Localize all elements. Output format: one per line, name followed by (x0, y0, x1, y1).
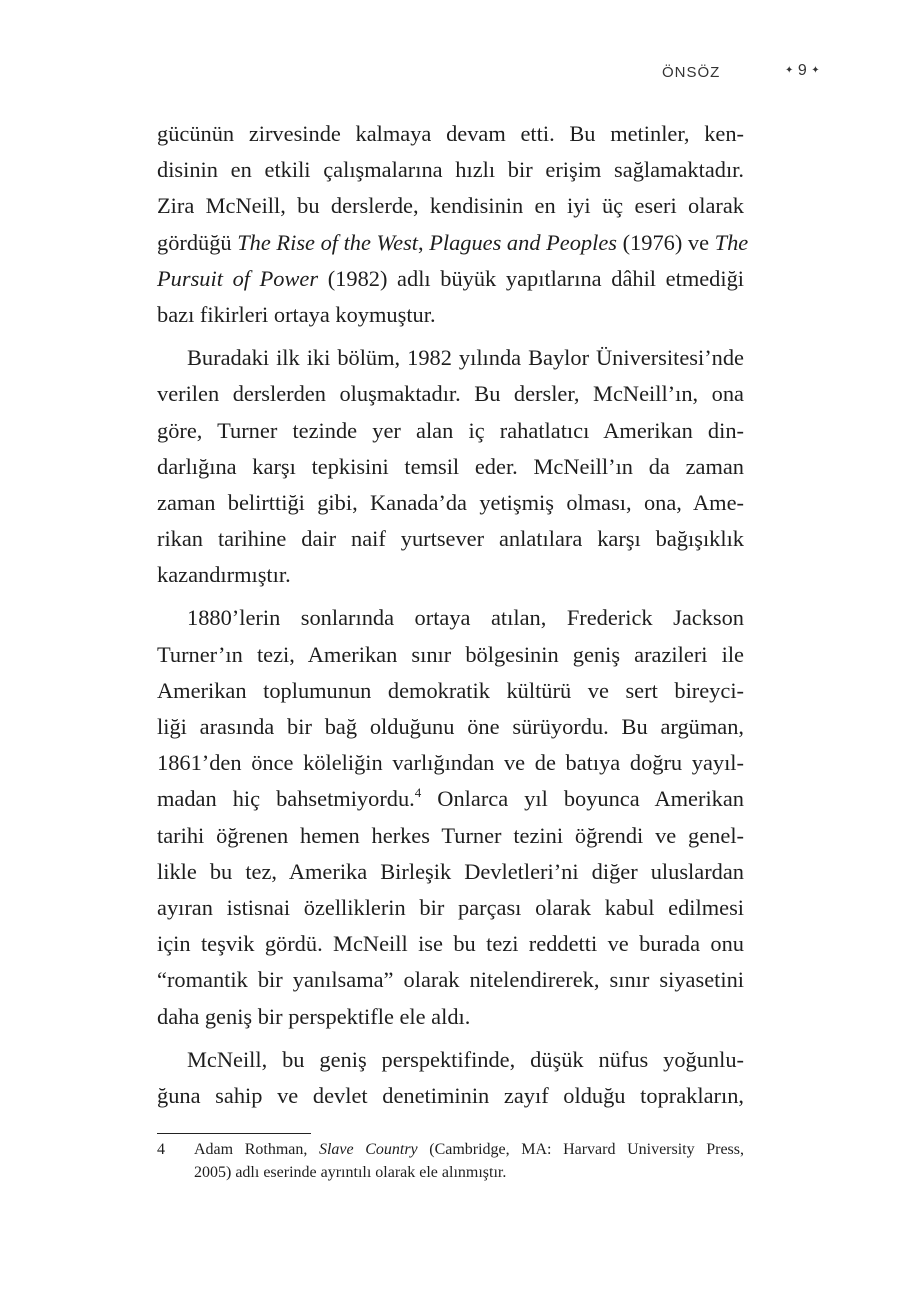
text-line: göre, Turner tezinde yer alan iç rahatlatıcı Amerikan din- (157, 417, 744, 443)
book-title: The Rise of the West (237, 229, 418, 255)
footnote-divider (157, 1133, 311, 1134)
section-title: ÖNSÖZ (662, 64, 721, 81)
text-line: bazı fikirleri ortaya koymuştur. (157, 301, 436, 327)
ornament-left-icon: ✦ (785, 65, 794, 76)
text-line: için teşvik gördü. McNeill ise bu tezi reddetti ve burada onu (157, 931, 744, 957)
text-line: 1880’lerin sonlarında ortaya atılan, Frederick Jackson (187, 605, 744, 631)
footnote-reference[interactable]: 4 (414, 785, 422, 801)
page-number: 9 (797, 62, 807, 79)
text-run: (1982) adlı büyük yapıtlarına dâhil etmediği (318, 265, 745, 291)
footnote-line: 2005) adlı eserinde ayrıntılı olarak ele alınmıştır. (194, 1164, 507, 1181)
text-line: disinin en etkili çalışmalarına hızlı bir erişim sağlamaktadır. (157, 157, 744, 183)
text-run: (Cambridge, MA: Harvard University Press, (417, 1141, 744, 1158)
text-line: Amerikan toplumunun demokratik kültürü ve sert bireyci- (157, 677, 744, 703)
text-line: ayıran istisnai özelliklerin bir parçası olarak kabul edilmesi (157, 894, 744, 920)
text-line: tarihi öğrenen hemen herkes Turner tezini öğrendi ve genel- (157, 822, 744, 848)
paragraph-4 (157, 1042, 744, 1114)
text-line: darlığına karşı tepkisini temsil eder. McNeill’ın da zaman (157, 453, 744, 479)
running-header (0, 62, 900, 90)
text-run: , (418, 229, 430, 255)
text-line: “romantik bir yanılsama” olarak nitelendirerek, sınır siyasetini (157, 967, 744, 993)
text-line: McNeill, bu geniş perspektifinde, düşük nüfus yoğunlu- (187, 1046, 744, 1072)
footnote-text (194, 1138, 744, 1184)
text-line: rikan tarihine dair naif yurtsever anlatılara karşı bağışıklık (157, 526, 744, 552)
text-line (157, 261, 744, 297)
footnote-line (194, 1138, 744, 1161)
text-line: likle bu tez, Amerika Birleşik Devletleri’ni diğer uluslardan (157, 858, 744, 884)
text-line: kazandırmıştır. (157, 562, 291, 588)
text-line: Turner’ın tezi, Amerikan sınır bölgesinin geniş arazileri ile (157, 641, 744, 667)
text-run: gördüğü (157, 229, 238, 255)
text-line (157, 781, 744, 817)
text-run: (1976) ve (617, 229, 715, 255)
page-number-group (785, 62, 820, 80)
text-line: daha geniş bir perspektifle ele aldı. (157, 1003, 471, 1029)
paragraph-2 (157, 340, 744, 593)
text-line: gücünün zirvesinde kalmaya devam etti. Bu metinler, ken- (157, 121, 744, 146)
paragraph-1 (157, 116, 749, 333)
book-title: The (714, 229, 749, 255)
text-line: 1861’den önce köleliğin varlığından ve de batıya doğru yayıl- (157, 750, 744, 776)
text-line: zaman belirttiği gibi, Kanada’da yetişmiş olması, ona, Ame- (157, 489, 744, 515)
text-run: Onlarca yıl boyunca Amerikan (421, 786, 745, 812)
text-line: Buradaki ilk iki bölüm, 1982 yılında Baylor Üniversitesi’nde (187, 345, 744, 371)
paragraph-3 (157, 600, 744, 1034)
book-title: Pursuit of Power (157, 265, 319, 291)
book-title: Plagues and Peoples (429, 229, 617, 255)
text-line: ğuna sahip ve devlet denetiminin zayıf olduğu toprakların, (157, 1082, 744, 1108)
text-run: Adam Rothman, (194, 1141, 319, 1158)
body-text (157, 116, 749, 1121)
footnote-number: 4 (157, 1141, 165, 1158)
text-line: liği arasında bir bağ olduğunu öne sürüyordu. Bu argüman, (157, 714, 744, 739)
text-run: madan hiç bahsetmiyordu. (157, 786, 415, 812)
text-line (157, 225, 749, 261)
text-line: verilen derslerden oluşmaktadır. Bu dersler, McNeill’ın, ona (157, 381, 744, 407)
book-title: Slave Country (318, 1141, 418, 1158)
text-line: Zira McNeill, bu derslerde, kendisinin en iyi üç eseri olarak (157, 193, 744, 219)
ornament-right-icon: ✦ (811, 65, 820, 76)
